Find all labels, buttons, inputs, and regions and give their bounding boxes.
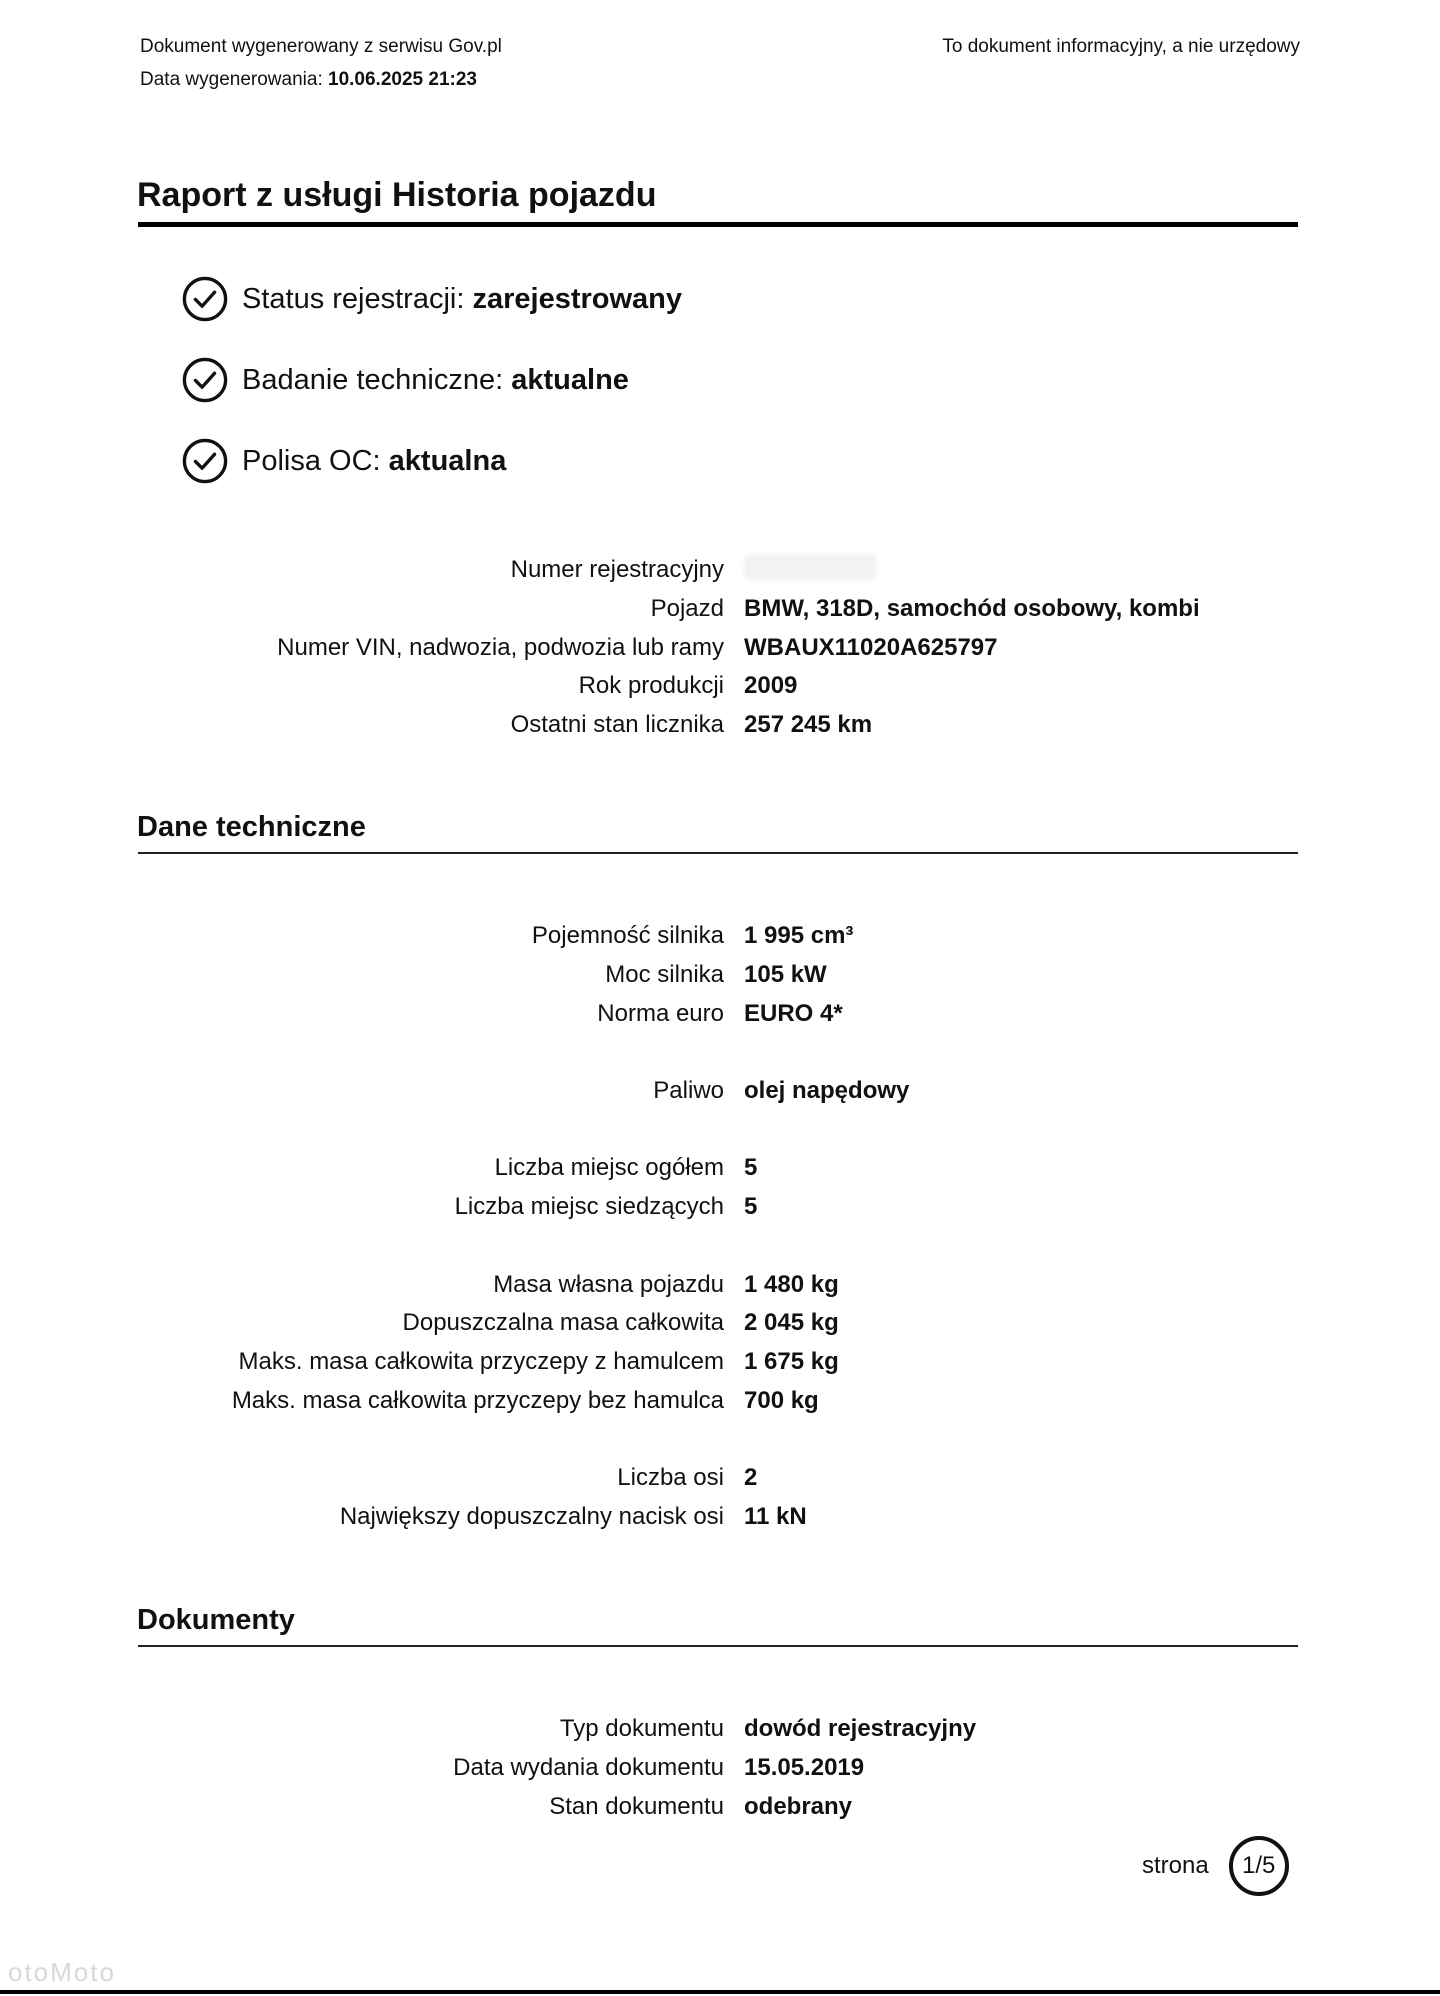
title-divider <box>138 222 1298 227</box>
kv-row <box>0 1188 1440 1227</box>
doc-label: Typ dokumentu <box>559 1715 724 1743</box>
technical-divider <box>138 852 1298 854</box>
technical-data <box>0 917 1440 1536</box>
status-list <box>182 274 682 517</box>
doc-value: odebrany <box>744 1792 853 1820</box>
status-inspection <box>182 355 682 405</box>
doc-label: Data wydania dokumentu <box>453 1754 724 1782</box>
status-label: Status rejestracji: <box>242 282 465 315</box>
bottom-rule <box>0 1990 1440 1994</box>
technical-section-title: Dane techniczne <box>137 811 366 843</box>
kv-row <box>0 956 1440 995</box>
registration-value-redacted <box>744 554 876 587</box>
doc-value: 15.05.2019 <box>744 1754 865 1782</box>
kv-row <box>0 1149 1440 1188</box>
watermark: otoMoto <box>8 1957 116 1987</box>
kv-row <box>0 1787 1440 1826</box>
page-number-circle: 1/5 <box>1229 1836 1289 1896</box>
odometer-label: Ostatni stan licznika <box>510 711 724 739</box>
tech-value: 2 <box>744 1463 758 1491</box>
header-disclaimer: To dokument informacyjny, a nie urzędowy <box>942 36 1300 57</box>
documents-section-title: Dokumenty <box>137 1604 295 1636</box>
kv-row <box>0 1710 1440 1749</box>
vehicle-value: BMW, 318D, samochód osobowy, kombi <box>744 595 1200 623</box>
vin-value: WBAUX11020A625797 <box>744 633 998 661</box>
documents-divider <box>138 1645 1298 1647</box>
tech-value: EURO 4* <box>744 999 843 1027</box>
tech-value: 11 kN <box>744 1502 807 1530</box>
doc-value: dowód rejestracyjny <box>744 1715 977 1743</box>
kv-row <box>0 551 1440 590</box>
status-registration <box>182 274 682 324</box>
tech-value: 5 <box>744 1193 758 1221</box>
kv-row <box>0 994 1440 1033</box>
tech-value: olej napędowy <box>744 1077 910 1105</box>
vehicle-label: Pojazd <box>650 595 724 623</box>
page-indicator <box>1142 1836 1289 1896</box>
status-insurance <box>182 436 682 486</box>
check-circle-icon <box>182 276 228 322</box>
redacted-block <box>744 554 876 580</box>
page-label: strona <box>1142 1852 1209 1879</box>
kv-row <box>0 1497 1440 1536</box>
year-label: Rok produkcji <box>578 672 724 700</box>
doc-label: Stan dokumentu <box>549 1792 724 1820</box>
kv-row <box>0 1381 1440 1420</box>
tech-label: Norma euro <box>597 999 724 1027</box>
tech-label: Pojemność silnika <box>531 922 724 950</box>
status-value: zarejestrowany <box>472 282 683 315</box>
page-title: Raport z usługi Historia pojazdu <box>137 176 657 214</box>
tech-label: Maks. masa całkowita przyczepy z hamulcem <box>238 1347 724 1375</box>
tech-value: 2 045 kg <box>744 1309 839 1337</box>
tech-label: Moc silnika <box>605 961 724 989</box>
header-date <box>140 63 502 96</box>
kv-row <box>0 706 1440 745</box>
tech-value: 105 kW <box>744 961 827 989</box>
tech-label: Masa własna pojazdu <box>493 1270 724 1298</box>
tech-label: Liczba osi <box>617 1463 724 1491</box>
tech-label: Liczba miejsc siedzących <box>454 1193 724 1221</box>
status-value: aktualne <box>511 363 629 396</box>
kv-row <box>0 667 1440 706</box>
tech-value: 1 675 kg <box>744 1347 839 1375</box>
kv-row <box>0 1072 1440 1111</box>
year-value: 2009 <box>744 672 798 700</box>
odometer-value: 257 245 km <box>744 711 873 739</box>
vin-label: Numer VIN, nadwozia, podwozia lub ramy <box>277 633 724 661</box>
registration-label: Numer rejestracyjny <box>510 556 724 584</box>
status-label: Polisa OC: <box>242 444 381 477</box>
kv-row <box>0 1749 1440 1788</box>
tech-label: Paliwo <box>653 1077 724 1105</box>
tech-label: Liczba miejsc ogółem <box>494 1154 724 1182</box>
kv-row <box>0 628 1440 667</box>
kv-row <box>0 917 1440 956</box>
kv-row <box>0 1265 1440 1304</box>
tech-label: Największy dopuszczalny nacisk osi <box>339 1502 724 1530</box>
header-date-value: 10.06.2025 21:23 <box>328 69 477 90</box>
check-circle-icon <box>182 438 228 484</box>
tech-label: Dopuszczalna masa całkowita <box>402 1309 724 1337</box>
kv-row <box>0 1343 1440 1382</box>
header-source: Dokument wygenerowany z serwisu Gov.pl <box>140 36 502 57</box>
kv-row <box>0 1459 1440 1498</box>
tech-value: 1 480 kg <box>744 1270 839 1298</box>
kv-row <box>0 590 1440 629</box>
kv-row <box>0 1304 1440 1343</box>
header-date-label: Data wygenerowania: <box>140 69 323 90</box>
tech-label: Maks. masa całkowita przyczepy bez hamulca <box>231 1386 724 1414</box>
tech-value: 700 kg <box>744 1386 819 1414</box>
header-source-block <box>140 30 502 96</box>
check-circle-icon <box>182 357 228 403</box>
status-label: Badanie techniczne: <box>242 363 504 396</box>
tech-value: 5 <box>744 1154 758 1182</box>
vehicle-info <box>0 551 1440 744</box>
tech-value: 1 995 cm³ <box>744 922 854 950</box>
documents-data <box>0 1710 1440 1826</box>
status-value: aktualna <box>388 444 507 477</box>
